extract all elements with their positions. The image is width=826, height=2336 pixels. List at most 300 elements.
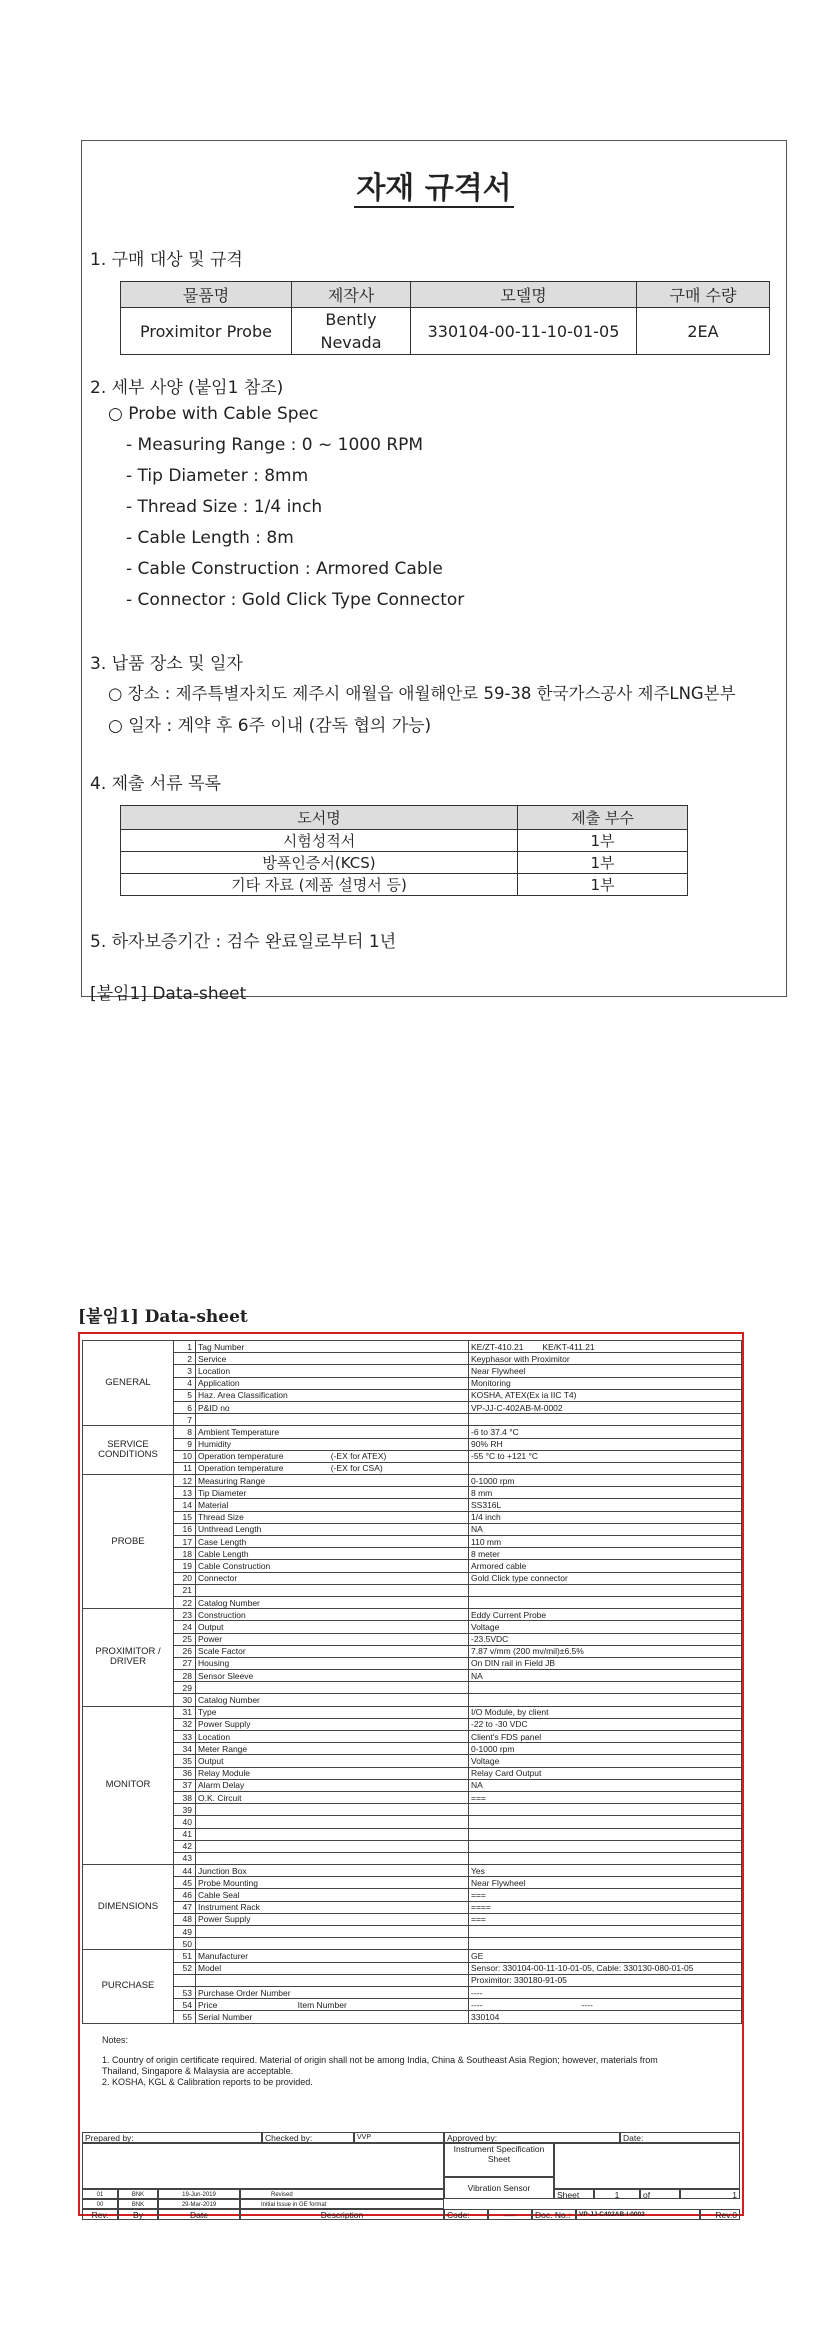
datasheet-row (83, 1816, 742, 1828)
datasheet-row (83, 1670, 742, 1682)
code-label: Code: (444, 2209, 488, 2220)
section-2-heading: 2. 세부 사양 (붙임1 참조) (90, 378, 284, 398)
row-number: 7 (174, 1414, 196, 1426)
attachment-title: [붙임1] Data-sheet (78, 1307, 248, 1327)
row-value: ---- ---- (469, 1999, 742, 2011)
sensor-title: Vibration Sensor (444, 2177, 554, 2199)
row-number: 51 (174, 1950, 196, 1962)
datasheet-row (83, 1645, 742, 1657)
doc-name: 방폭인증서(KCS) (121, 852, 518, 874)
row-number: 9 (174, 1438, 196, 1450)
docs-row (121, 852, 688, 874)
datasheet-row (83, 1511, 742, 1523)
row-item: Type (196, 1706, 469, 1718)
delivery-date: ○ 일자 : 계약 후 6주 이내 (감독 협의 가능) (108, 716, 432, 736)
page-title: 자재 규격서 (356, 171, 512, 206)
row-number: 32 (174, 1718, 196, 1730)
date-label: Date: (620, 2132, 740, 2143)
prepared-by: Prepared by: (82, 2132, 262, 2143)
datasheet-row (83, 1840, 742, 1852)
datasheet-row (83, 1865, 742, 1877)
row-number: 42 (174, 1840, 196, 1852)
row-number: 22 (174, 1596, 196, 1608)
group-label: MONITOR (83, 1706, 174, 1864)
row-item: Catalog Number (196, 1596, 469, 1608)
group-label: GENERAL (83, 1341, 174, 1426)
datasheet-row (83, 1950, 742, 1962)
sheet-label: Sheet (554, 2189, 594, 2199)
row-number: 52 (174, 1962, 196, 1974)
row-number: 12 (174, 1475, 196, 1487)
row-item: Location (196, 1731, 469, 1743)
row-value: Proximitor: 330180-91-05 (469, 1974, 742, 1986)
row-value: Gold Click type connector (469, 1572, 742, 1584)
approved-by: Approved by: (444, 2132, 620, 2143)
rev-by: BNK (118, 2189, 158, 2199)
purchase-table (120, 281, 770, 355)
row-item: Price Item Number (196, 1999, 469, 2011)
row-value: ==== (469, 1901, 742, 1913)
datasheet-row (83, 1657, 742, 1669)
row-number: 13 (174, 1487, 196, 1499)
row-value: Voltage (469, 1621, 742, 1633)
row-value: Relay Card Output (469, 1767, 742, 1779)
row-value: NA (469, 1523, 742, 1535)
checked-val: VVP (354, 2132, 444, 2143)
note-line: 2. KOSHA, KGL & Calibration reports to be provided. (102, 2077, 313, 2087)
datasheet-row (83, 1584, 742, 1596)
datasheet-row (83, 1731, 742, 1743)
row-number: 19 (174, 1560, 196, 1572)
section-3-heading: 3. 납품 장소 및 일자 (90, 654, 243, 674)
row-item: Unthread Length (196, 1523, 469, 1535)
row-item (196, 1840, 469, 1852)
row-number: 43 (174, 1852, 196, 1864)
doc-name: 기타 자료 (제품 설명서 등) (121, 874, 518, 896)
header-model: 모델명 (411, 282, 637, 308)
row-item (196, 1682, 469, 1694)
row-number: 4 (174, 1377, 196, 1389)
rev-val: Rev.0 (700, 2209, 740, 2220)
docs-row (121, 830, 688, 852)
datasheet-row (83, 1609, 742, 1621)
rev-num: 01 (82, 2189, 118, 2199)
row-item: Case Length (196, 1536, 469, 1548)
datasheet-row (83, 1523, 742, 1535)
row-number: 26 (174, 1645, 196, 1657)
header-docname: 도서명 (121, 806, 518, 830)
datasheet-row (83, 1767, 742, 1779)
doc-count: 1부 (518, 874, 688, 896)
row-item: Instrument Rack (196, 1901, 469, 1913)
section-1-heading: 1. 구매 대상 및 규격 (90, 250, 243, 270)
row-number: 11 (174, 1462, 196, 1474)
row-item (196, 1938, 469, 1950)
row-item: Tip Diameter (196, 1487, 469, 1499)
row-item: Application (196, 1377, 469, 1389)
rev-num: 00 (82, 2199, 118, 2209)
row-value: 90% RH (469, 1438, 742, 1450)
row-item: Construction (196, 1609, 469, 1621)
datasheet-row (83, 1365, 742, 1377)
row-number: 46 (174, 1889, 196, 1901)
row-value: Eddy Current Probe (469, 1609, 742, 1621)
datasheet-row (83, 1621, 742, 1633)
row-item: Service (196, 1353, 469, 1365)
row-number: 23 (174, 1609, 196, 1621)
row-value (469, 1694, 742, 1706)
row-number: 31 (174, 1706, 196, 1718)
row-value (469, 1682, 742, 1694)
col-date: Date (158, 2209, 240, 2220)
maker-name: Bently Nevada (292, 308, 411, 355)
datasheet-row (83, 1401, 742, 1413)
row-number: 3 (174, 1365, 196, 1377)
datasheet-row (83, 1414, 742, 1426)
datasheet-row (83, 1986, 742, 1998)
header-maker: 제작사 (292, 282, 411, 308)
datasheet-row (83, 1706, 742, 1718)
row-item: Relay Module (196, 1767, 469, 1779)
datasheet-row (83, 1974, 742, 1986)
row-number: 36 (174, 1767, 196, 1779)
row-number: 29 (174, 1682, 196, 1694)
row-item (196, 1414, 469, 1426)
sheet-total: 1 (680, 2189, 740, 2199)
row-number: 34 (174, 1743, 196, 1755)
row-item: Power (196, 1633, 469, 1645)
datasheet-row (83, 1852, 742, 1864)
row-item: Location (196, 1365, 469, 1377)
row-number: 16 (174, 1523, 196, 1535)
row-value: KOSHA, ATEX(Ex ia IIC T4) (469, 1389, 742, 1401)
notes (82, 2029, 740, 2139)
row-value (469, 1804, 742, 1816)
row-number: 14 (174, 1499, 196, 1511)
row-item: Serial Number (196, 2011, 469, 2023)
row-value: ---- (469, 1986, 742, 1998)
datasheet-row (83, 1962, 742, 1974)
datasheet-row (83, 1889, 742, 1901)
datasheet-row (83, 1999, 742, 2011)
row-number: 37 (174, 1779, 196, 1791)
row-item: Purchase Order Number (196, 1986, 469, 1998)
row-number: 41 (174, 1828, 196, 1840)
row-item: Haz. Area Classification (196, 1389, 469, 1401)
row-item: Connector (196, 1572, 469, 1584)
row-value: 0-1000 rpm (469, 1475, 742, 1487)
row-number: 18 (174, 1548, 196, 1560)
row-number: 54 (174, 1999, 196, 2011)
note-line: Thailand, Singapore & Malaysia are acceptable. (102, 2066, 294, 2076)
row-value (469, 1926, 742, 1938)
row-item (196, 1816, 469, 1828)
datasheet-row (83, 1475, 742, 1487)
datasheet-row (83, 1633, 742, 1645)
row-value: Near Flywheel (469, 1365, 742, 1377)
purchase-table-header (121, 282, 770, 308)
row-number: 47 (174, 1901, 196, 1913)
header-qty: 구매 수량 (637, 282, 770, 308)
row-item: Scale Factor (196, 1645, 469, 1657)
row-number: 8 (174, 1426, 196, 1438)
row-value: SS316L (469, 1499, 742, 1511)
row-value: 8 meter (469, 1548, 742, 1560)
row-number: 5 (174, 1389, 196, 1401)
row-item: Power Supply (196, 1913, 469, 1925)
notes-label: Notes: (102, 2035, 129, 2045)
row-value: NA (469, 1670, 742, 1682)
row-item: Ambient Temperature (196, 1426, 469, 1438)
datasheet-row (83, 1389, 742, 1401)
row-number (174, 1974, 196, 1986)
header-item: 물품명 (121, 282, 292, 308)
datasheet-row (83, 1926, 742, 1938)
row-item: Material (196, 1499, 469, 1511)
of-label: of (640, 2189, 680, 2199)
delivery-place: ○ 장소 : 제주특별자치도 제주시 애월읍 애월해안로 59-38 한국가스공사 제주LNG본부 (108, 684, 736, 703)
datasheet-row (83, 1755, 742, 1767)
datasheet-row (83, 1938, 742, 1950)
row-value (469, 1584, 742, 1596)
datasheet-row (83, 1596, 742, 1608)
rev-date: 29-Mar-2019 (158, 2199, 240, 2209)
docno-val: VP-JJ-C402AB-I-0002 (576, 2209, 700, 2220)
row-value: === (469, 1889, 742, 1901)
group-label: SERVICE CONDITIONS (83, 1426, 174, 1475)
datasheet-row (83, 1536, 742, 1548)
spec-item: - Connector : Gold Click Type Connector (126, 590, 465, 610)
doc-count: 1부 (518, 852, 688, 874)
datasheet-row (83, 1353, 742, 1365)
docs-row (121, 874, 688, 896)
row-item: P&ID no (196, 1401, 469, 1413)
datasheet-row (83, 2011, 742, 2023)
section-5-heading: 5. 하자보증기간 : 검수 완료일로부터 1년 (90, 932, 397, 952)
group-label: PROXIMITOR / DRIVER (83, 1609, 174, 1707)
code-val: ---- (488, 2209, 532, 2220)
row-value: Monitoring (469, 1377, 742, 1389)
doc-count: 1부 (518, 830, 688, 852)
datasheet-row (83, 1694, 742, 1706)
row-item: Humidity (196, 1438, 469, 1450)
spec-item: - Tip Diameter : 8mm (126, 466, 309, 486)
row-value (469, 1840, 742, 1852)
row-number: 15 (174, 1511, 196, 1523)
row-item (196, 1852, 469, 1864)
row-number: 45 (174, 1877, 196, 1889)
row-value: Armored cable (469, 1560, 742, 1572)
datasheet-row (83, 1901, 742, 1913)
row-value: -22 to -30 VDC (469, 1718, 742, 1730)
row-value: 7.87 v/mm (200 mv/mil)±6.5% (469, 1645, 742, 1657)
row-value: Yes (469, 1865, 742, 1877)
purchase-table-row (121, 308, 770, 355)
row-value: 330104 (469, 2011, 742, 2023)
row-value: Keyphasor with Proximitor (469, 1353, 742, 1365)
row-item: Operation temperature (-EX for CSA) (196, 1462, 469, 1474)
row-value: 8 mm (469, 1487, 742, 1499)
row-value (469, 1596, 742, 1608)
row-value: KE/ZT-410.21 KE/KT-411.21 (469, 1341, 742, 1353)
row-item: Cable Length (196, 1548, 469, 1560)
row-number: 44 (174, 1865, 196, 1877)
row-number: 27 (174, 1657, 196, 1669)
row-number: 25 (174, 1633, 196, 1645)
qty: 2EA (637, 308, 770, 355)
row-item: Power Supply (196, 1718, 469, 1730)
row-value (469, 1462, 742, 1474)
datasheet-row (83, 1499, 742, 1511)
row-value: Client's FDS panel (469, 1731, 742, 1743)
row-number: 17 (174, 1536, 196, 1548)
row-number: 2 (174, 1353, 196, 1365)
row-item: Cable Construction (196, 1560, 469, 1572)
datasheet-table (82, 1340, 742, 2024)
sheet-num: 1 (594, 2189, 640, 2199)
row-number: 30 (174, 1694, 196, 1706)
row-item: Cable Seal (196, 1889, 469, 1901)
spec-item: - Measuring Range : 0 ~ 1000 RPM (126, 435, 424, 455)
datasheet-row (83, 1877, 742, 1889)
group-label: PURCHASE (83, 1950, 174, 2023)
note-line: 1. Country of origin certificate required. Material of origin shall not be among India, China & Southeast Asia Region; however, materials from (102, 2055, 658, 2065)
row-value: 110 mm (469, 1536, 742, 1548)
row-number: 55 (174, 2011, 196, 2023)
datasheet-row (83, 1450, 742, 1462)
spec-item: - Cable Length : 8m (126, 528, 294, 548)
row-number: 1 (174, 1341, 196, 1353)
datasheet-row (83, 1377, 742, 1389)
datasheet-row (83, 1438, 742, 1450)
row-value: Voltage (469, 1755, 742, 1767)
datasheet-row (83, 1718, 742, 1730)
doc-name: 시험성적서 (121, 830, 518, 852)
header-count: 제출 부수 (518, 806, 688, 830)
datasheet-row (83, 1487, 742, 1499)
rev-desc: Initial Issue in GE format (240, 2199, 444, 2209)
row-number: 10 (174, 1450, 196, 1462)
docs-table (120, 805, 688, 896)
row-item: Operation temperature (-EX for ATEX) (196, 1450, 469, 1462)
row-number: 35 (174, 1755, 196, 1767)
datasheet-row (83, 1913, 742, 1925)
row-item (196, 1926, 469, 1938)
row-item: Probe Mounting (196, 1877, 469, 1889)
row-value: NA (469, 1779, 742, 1791)
row-item (196, 1804, 469, 1816)
title-block (82, 2132, 740, 2220)
rev-desc: Revised (240, 2189, 444, 2199)
row-value: I/O Module, by client (469, 1706, 742, 1718)
spec-page (81, 140, 787, 1004)
row-number: 49 (174, 1926, 196, 1938)
spec-item: - Thread Size : 1/4 inch (126, 497, 323, 517)
row-item (196, 1828, 469, 1840)
datasheet-row (83, 1743, 742, 1755)
row-number: 48 (174, 1913, 196, 1925)
row-value: Sensor: 330104-00-11-10-01-05, Cable: 330130-080-01-05 (469, 1962, 742, 1974)
row-value (469, 1938, 742, 1950)
docno-label: Doc. No.: (532, 2209, 576, 2220)
row-number: 33 (174, 1731, 196, 1743)
row-item: Output (196, 1621, 469, 1633)
row-value: -6 to 37.4 °C (469, 1426, 742, 1438)
row-item: Housing (196, 1657, 469, 1669)
col-by: By (118, 2209, 158, 2220)
datasheet-row (83, 1828, 742, 1840)
row-item: Tag Number (196, 1341, 469, 1353)
row-value: VP-JJ-C-402AB-M-0002 (469, 1401, 742, 1413)
row-value: 0-1000 rpm (469, 1743, 742, 1755)
datasheet (78, 1332, 744, 2220)
row-value (469, 1816, 742, 1828)
group-label: DIMENSIONS (83, 1865, 174, 1950)
datasheet-row (83, 1426, 742, 1438)
blank-rev-area (82, 2143, 444, 2189)
row-item (196, 1974, 469, 1986)
row-value: 1/4 inch (469, 1511, 742, 1523)
spec-head: ○ Probe with Cable Spec (108, 404, 319, 424)
row-item: Sensor Sleeve (196, 1670, 469, 1682)
row-number: 28 (174, 1670, 196, 1682)
rev-date: 19-Jun-2019 (158, 2189, 240, 2199)
row-number: 40 (174, 1816, 196, 1828)
row-number: 6 (174, 1401, 196, 1413)
row-number: 50 (174, 1938, 196, 1950)
col-rev: Rev. (82, 2209, 118, 2220)
row-item: Junction Box (196, 1865, 469, 1877)
row-item: Catalog Number (196, 1694, 469, 1706)
model-name: 330104-00-11-10-01-05 (411, 308, 637, 355)
row-number: 20 (174, 1572, 196, 1584)
row-value: -23.5VDC (469, 1633, 742, 1645)
row-value: On DIN rail in Field JB (469, 1657, 742, 1669)
row-value (469, 1852, 742, 1864)
row-item: Alarm Delay (196, 1779, 469, 1791)
item-name: Proximitor Probe (121, 308, 292, 355)
row-number: 53 (174, 1986, 196, 1998)
spec-title: Instrument Specification Sheet (444, 2143, 554, 2177)
row-item: O.K. Circuit (196, 1791, 469, 1803)
row-value: === (469, 1791, 742, 1803)
row-item: Measuring Range (196, 1475, 469, 1487)
row-item (196, 1584, 469, 1596)
datasheet-row (83, 1791, 742, 1803)
row-value: Near Flywheel (469, 1877, 742, 1889)
datasheet-row (83, 1462, 742, 1474)
row-value: -55 °C to +121 °C (469, 1450, 742, 1462)
spec-item: - Cable Construction : Armored Cable (126, 559, 443, 579)
datasheet-row (83, 1560, 742, 1572)
attachment-ref: [붙임1] Data-sheet (90, 984, 247, 1004)
row-item: Thread Size (196, 1511, 469, 1523)
row-number: 21 (174, 1584, 196, 1596)
row-item: Output (196, 1755, 469, 1767)
checked-by: Checked by: (262, 2132, 354, 2143)
row-value (469, 1828, 742, 1840)
row-item: Model (196, 1962, 469, 1974)
logo-area (554, 2143, 740, 2189)
rev-by: BNK (118, 2199, 158, 2209)
docs-table-header (121, 806, 688, 830)
section-4-heading: 4. 제출 서류 목록 (90, 774, 221, 794)
datasheet-row (83, 1548, 742, 1560)
row-item: Manufacturer (196, 1950, 469, 1962)
row-number: 38 (174, 1791, 196, 1803)
row-value: GE (469, 1950, 742, 1962)
row-item: Meter Range (196, 1743, 469, 1755)
